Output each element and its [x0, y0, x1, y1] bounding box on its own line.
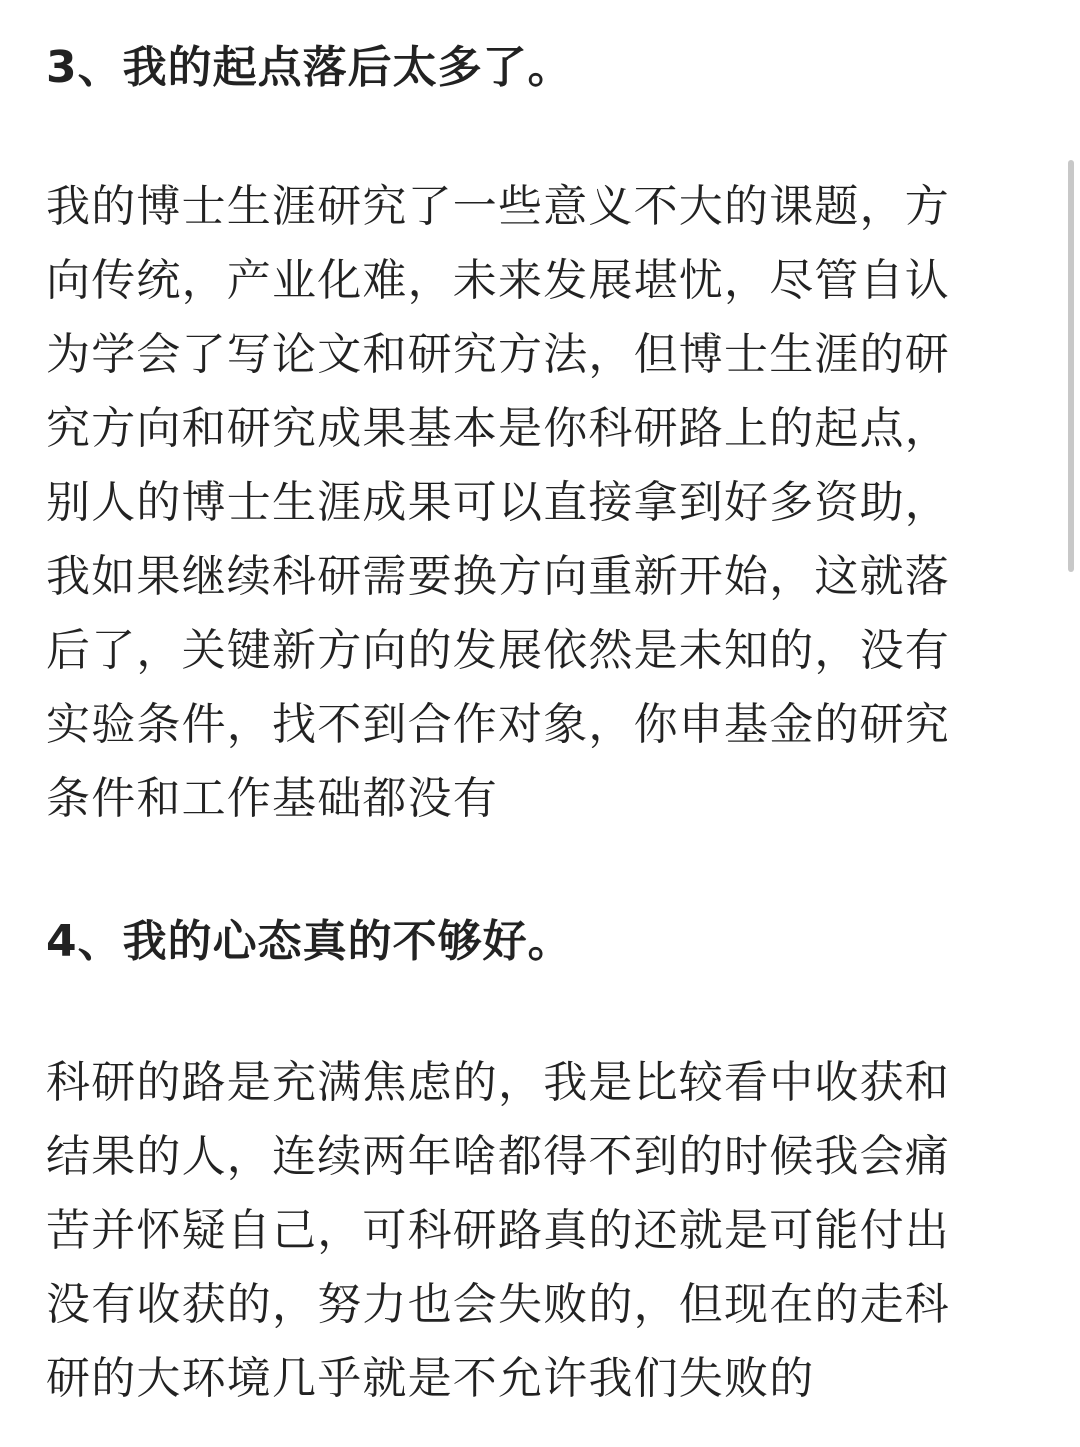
- paragraph-line: 苦并怀疑自己，可科研路真的还就是可能付出: [46, 1205, 950, 1256]
- paragraph-line: 科研的路是充满焦虑的，我是比较看中收获和: [46, 1057, 950, 1108]
- paragraph-line: 条件和工作基础都没有: [46, 773, 498, 824]
- paragraph-line: 后了，关键新方向的发展依然是未知的，没有: [46, 625, 950, 676]
- vertical-scrollbar[interactable]: [1068, 160, 1074, 572]
- section-heading: 3、我的起点落后太多了。: [46, 42, 573, 93]
- paragraph-line: 研的大环境几乎就是不允许我们失败的: [46, 1353, 815, 1404]
- paragraph-line: 结果的人，连续两年啥都得不到的时候我会痛: [46, 1131, 950, 1182]
- paragraph-line: 别人的博士生涯成果可以直接拿到好多资助，: [46, 477, 950, 528]
- paragraph-line: 向传统，产业化难，未来发展堪忧，尽管自认: [46, 255, 950, 306]
- paragraph-line: 我如果继续科研需要换方向重新开始，这就落: [46, 551, 950, 602]
- paragraph-line: 实验条件，找不到合作对象，你申基金的研究: [46, 699, 950, 750]
- paragraph-line: 没有收获的，努力也会失败的，但现在的走科: [46, 1279, 950, 1330]
- paragraph-line: 我的博士生涯研究了一些意义不大的课题，方: [46, 181, 950, 232]
- section-paragraph: [46, 170, 950, 836]
- paragraph-line: 究方向和研究成果基本是你科研路上的起点，: [46, 403, 950, 454]
- section-paragraph: [46, 1046, 950, 1416]
- paragraph-line: 为学会了写论文和研究方法，但博士生涯的研: [46, 329, 950, 380]
- section-heading: 4、我的心态真的不够好。: [46, 916, 573, 967]
